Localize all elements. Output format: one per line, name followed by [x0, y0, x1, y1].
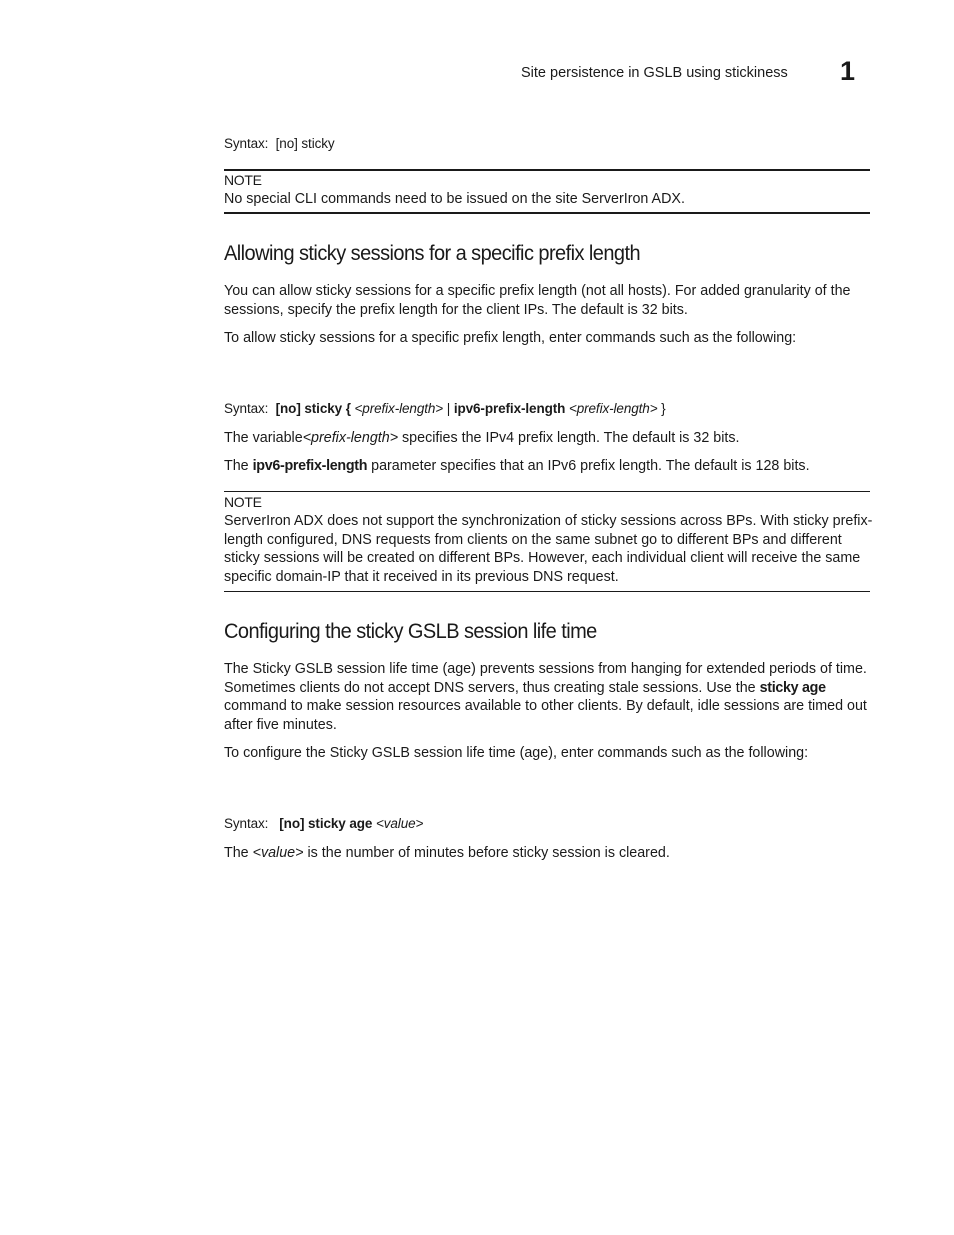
- paragraph-text: The: [224, 458, 253, 474]
- syntax-command: [no] sticky {: [275, 401, 351, 416]
- paragraph-text: command to make session resources available to other clients. By default, idle sessions are timed out after five minutes.: [224, 698, 867, 733]
- paragraph-text: is the number of minutes before sticky session is cleared.: [303, 845, 670, 861]
- paragraph: [224, 844, 874, 863]
- paragraph: [224, 457, 874, 476]
- note-text: ServerIron ADX does not support the synchronization of sticky sessions across BPs. With sticky prefix-length configured, DNS requests from clients on the same subnet go to different BPs and different sticky sessions will be created on different BPs. However, each individual client will receive the same specific domain-IP that it received in its previous DNS request.: [224, 513, 873, 585]
- syntax-separator: |: [446, 401, 451, 416]
- syntax-label: Syntax:: [224, 816, 269, 831]
- note-text: No special CLI commands need to be issued on the site ServerIron ADX.: [224, 191, 685, 207]
- note-label: NOTE: [224, 172, 262, 188]
- note-top-rule: [224, 169, 870, 171]
- paragraph: [224, 429, 874, 448]
- chapter-number: 1: [840, 56, 856, 86]
- syntax-label: Syntax:: [224, 136, 269, 151]
- paragraph-text: The Sticky GSLB session life time (age) prevents sessions from hanging for extended periods of time. Sometimes clients do not accept DNS servers, thus creating stale sessions. Use the: [224, 661, 867, 696]
- variable-text: <prefix-length>: [302, 430, 399, 446]
- syntax-line-sticky: [224, 136, 335, 151]
- note-bottom-rule: [224, 212, 870, 214]
- paragraph-text: parameter specifies that an IPv6 prefix length. The default is 128 bits.: [367, 458, 810, 474]
- keyword-text: sticky age: [759, 679, 826, 696]
- note-label: NOTE: [224, 494, 262, 510]
- syntax-label: Syntax:: [224, 401, 269, 416]
- syntax-command: [no] sticky: [275, 136, 335, 151]
- syntax-variable: <prefix-length>: [568, 401, 658, 416]
- section-heading-prefix-length: Allowing sticky sessions for a specific prefix length: [224, 241, 641, 265]
- syntax-line-sticky-age: [224, 816, 423, 831]
- syntax-variable: <prefix-length>: [354, 401, 444, 416]
- syntax-keyword: ipv6-prefix-length: [453, 401, 566, 416]
- paragraph: [224, 660, 874, 734]
- paragraph-text: The: [224, 845, 253, 861]
- syntax-line-prefix-length: [224, 401, 666, 416]
- syntax-command: [no] sticky age: [279, 816, 373, 831]
- syntax-close-brace: }: [661, 401, 666, 416]
- keyword-text: ipv6-prefix-length: [252, 458, 368, 474]
- paragraph: You can allow sticky sessions for a specific prefix length (not all hosts). For added granularity of the sessions, specify the prefix length for the client IPs. The default is 32 bits.: [224, 283, 851, 318]
- note-bottom-rule: [224, 591, 870, 592]
- paragraph-text: specifies the IPv4 prefix length. The default is 32 bits.: [398, 430, 740, 446]
- variable-text: <value>: [252, 845, 304, 861]
- note-top-rule: [224, 491, 870, 492]
- paragraph: To configure the Sticky GSLB session life time (age), enter commands such as the following:: [224, 745, 809, 761]
- running-header-title: Site persistence in GSLB using stickiness: [521, 65, 788, 81]
- paragraph: To allow sticky sessions for a specific prefix length, enter commands such as the following:: [224, 330, 797, 346]
- paragraph-text: The variable: [224, 430, 303, 446]
- syntax-variable: <value>: [375, 816, 424, 831]
- section-heading-session-life-time: Configuring the sticky GSLB session life time: [224, 619, 597, 643]
